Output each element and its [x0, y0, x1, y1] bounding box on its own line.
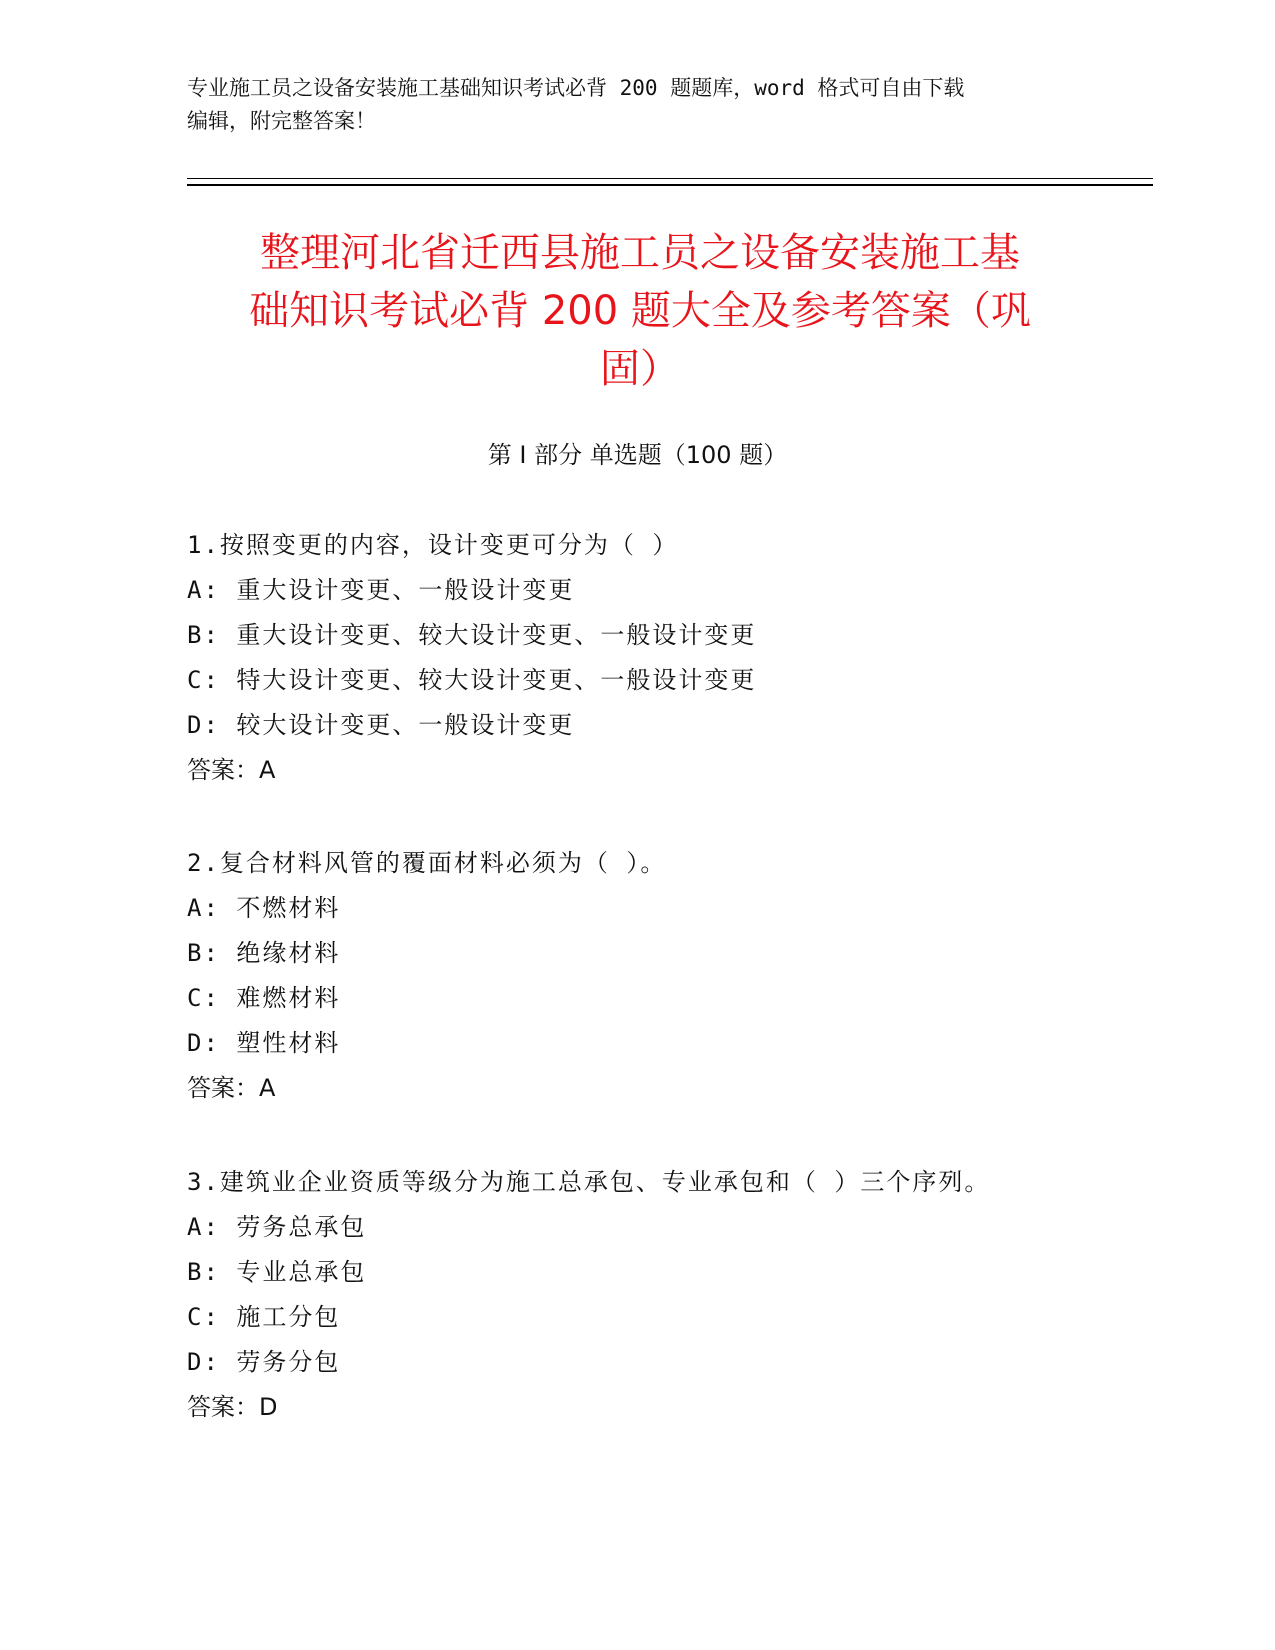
- question-stem: 1.按照变更的内容，设计变更可分为（ ）: [187, 531, 679, 559]
- question-block: [187, 848, 1087, 1103]
- option-b: B: 重大设计变更、较大设计变更、一般设计变更: [187, 621, 757, 649]
- document-title-line-1: 整理河北省迁西县施工员之设备安装施工基: [260, 230, 1020, 276]
- option-c: C: 施工分包: [187, 1303, 341, 1331]
- question-block: [187, 530, 1087, 785]
- question-answer: 答案：A: [187, 756, 276, 784]
- section-heading: 第 I 部分 单选题（100 题）: [487, 441, 788, 469]
- question-answer: 答案：D: [187, 1393, 278, 1421]
- option-c: C: 特大设计变更、较大设计变更、一般设计变更: [187, 666, 757, 694]
- option-a: A: 劳务总承包: [187, 1213, 367, 1241]
- header-note-line-2: 编辑，附完整答案！: [187, 109, 376, 133]
- option-a: A: 重大设计变更、一般设计变更: [187, 576, 575, 604]
- option-c: C: 难燃材料: [187, 984, 341, 1012]
- header-divider-thin: [187, 178, 1153, 179]
- document-title: [190, 224, 1090, 398]
- question-answer: 答案：A: [187, 1074, 276, 1102]
- option-a: A: 不燃材料: [187, 894, 341, 922]
- option-d: D: 较大设计变更、一般设计变更: [187, 711, 575, 739]
- option-b: B: 绝缘材料: [187, 939, 341, 967]
- document-title-line-2: 础知识考试必背 200 题大全及参考答案（巩: [249, 288, 1031, 334]
- question-block: [187, 1167, 1087, 1422]
- option-b: B: 专业总承包: [187, 1258, 367, 1286]
- question-stem: 2.复合材料风管的覆面材料必须为（ ）。: [187, 849, 667, 877]
- header-note: [187, 72, 1087, 138]
- document-title-line-3: 固）: [600, 346, 680, 392]
- question-stem: 3.建筑业企业资质等级分为施工总承包、专业承包和（ ）三个序列。: [187, 1168, 991, 1196]
- option-d: D: 劳务分包: [187, 1348, 341, 1376]
- header-note-line-1: 专业施工员之设备安装施工基础知识考试必背 200 题题库，word 格式可自由下载: [187, 76, 965, 100]
- option-d: D: 塑性材料: [187, 1029, 341, 1057]
- header-divider-thick: [187, 184, 1153, 186]
